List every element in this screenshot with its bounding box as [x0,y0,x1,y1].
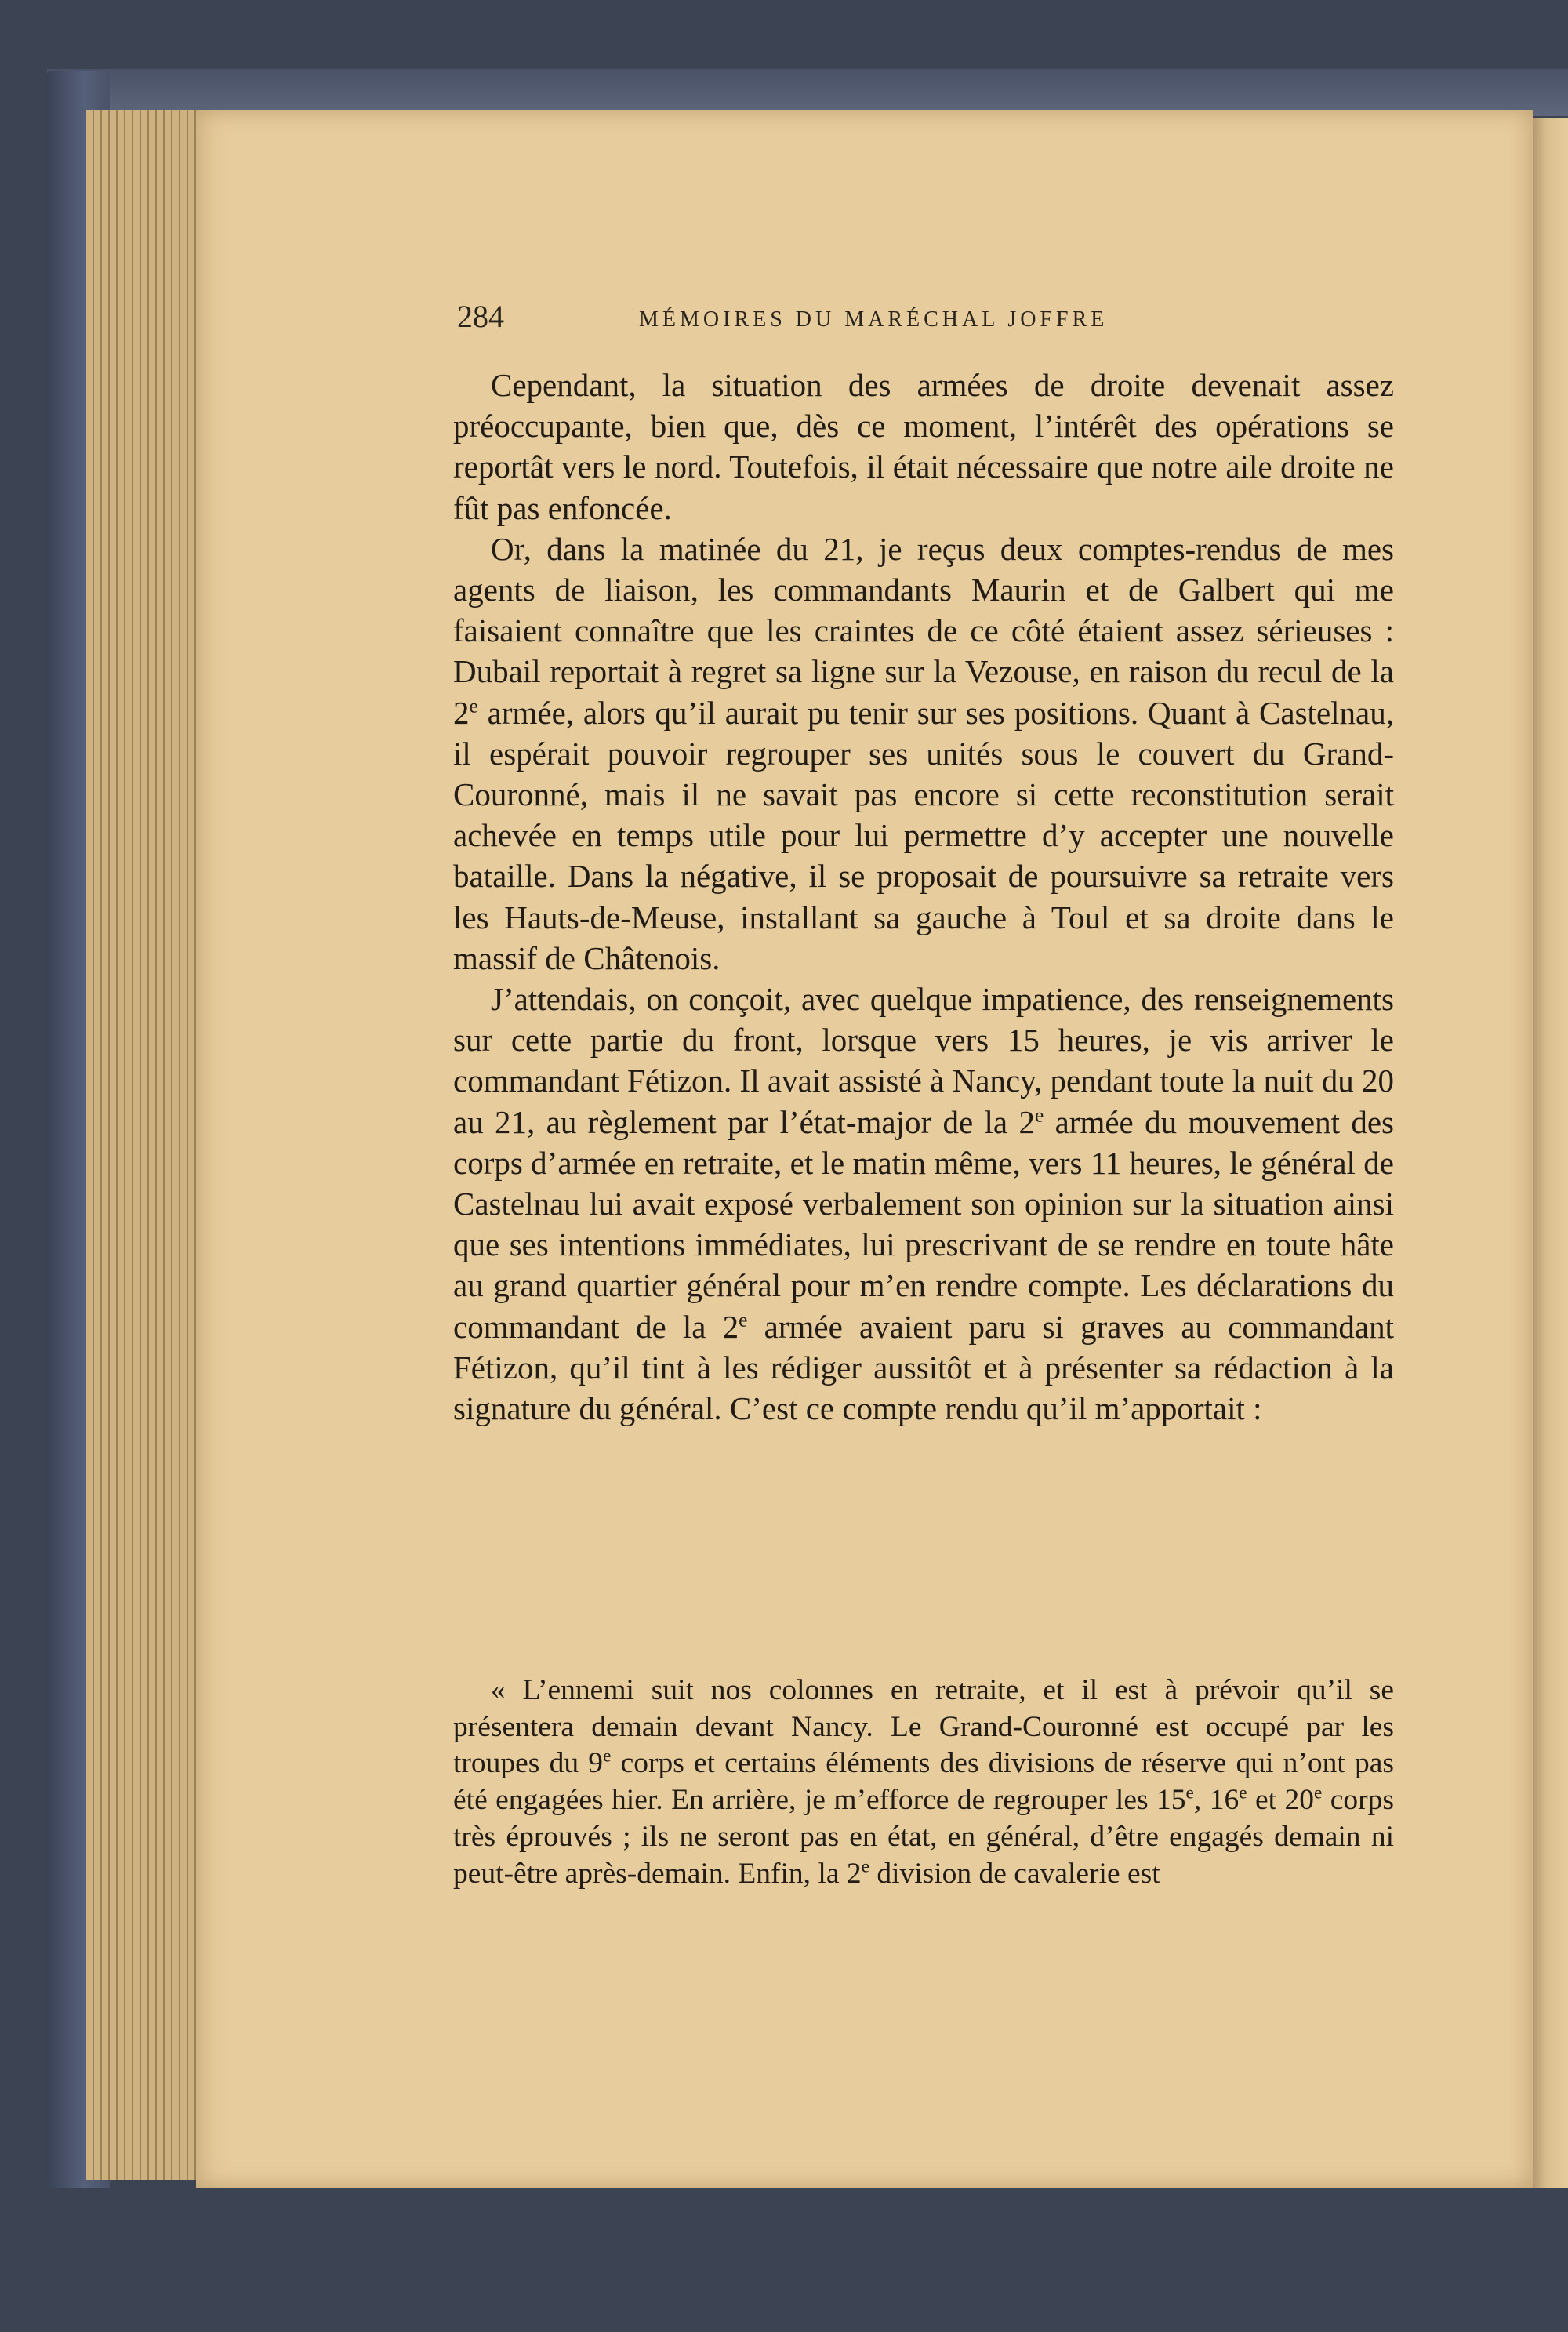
quote-text: corps très éprouvés ; ils ne seront pas en état, en général, d’être engagés demain ni peut-être après-demain. Enfin, la 2 [453,1784,1395,1890]
paragraph-text: armée avaient paru si graves au commandant Fétizon, qu’il tint à les rédiger aussitôt et à présenter sa rédaction à la signature du général. C’est ce compte rendu qu’il m’apportait : [453,1308,1394,1427]
superscript: e [1239,1782,1247,1803]
paragraph-text: Cependant, la situation des armées de droite devenait assez préoccupante, bien que, dès ce moment, l’intérêt des opérations se reportât vers le nord. Toutefois, il était nécessaire que notre aile droite ne fût pas enfoncée. [453,367,1394,526]
paragraph-2 [453,529,1394,979]
quote-text: division de cavalerie est [869,1857,1160,1890]
quoted-report [453,1673,1394,1892]
superscript: e [1185,1782,1194,1803]
superscript: e [861,1856,869,1877]
superscript: e [1314,1782,1323,1803]
paragraph-1 [453,365,1394,529]
paragraph-text: armée, alors qu’il aurait pu tenir sur ses positions. Quant à Castelnau, il espérait pouvoir regrouper ses unités sous le couvert du Grand-Couronné, mais il ne savait pas encore si cette reconstitution serait achevée en temps utile pour lui permettre d’y accepter une nouvelle bataille. Dans la négative, il se proposait de poursuivre sa retraite vers les Hauts-de-Meuse, installant sa gauche à Toul et sa droite dans le massif de Châtenois. [453,694,1394,976]
page-edges [86,110,204,2180]
paragraph-text: Or, dans la matinée du 21, je reçus deux comptes-rendus de mes agents de liaison, les commandants Maurin et de Galbert qui me faisaient connaître que les craintes de ce côté étaient assez sérieuses : Dubail reportait à regret sa ligne sur la Vezouse, en raison du recul de la 2 [453,530,1394,731]
superscript: e [469,694,478,717]
page-header [457,298,1398,345]
quote-text: « L’ennemi suit nos colonnes en retraite, et il est à prévoir qu’il se présentera demain devant Nancy. Le Grand-Couronné est occupé par les troupes du 9 [453,1674,1394,1780]
superscript: e [739,1309,748,1331]
paragraph-3 [453,979,1394,1429]
paragraph-text: armée du mouvement des corps d’armée en retraite, et le matin même, vers 11 heures, le général de Castelnau lui avait exposé verbalement son opinion sur la situation ainsi que ses intentions immédiates, lui prescrivant de se rendre en toute hâte au grand quartier général pour m’en rendre compte. Les déclarations du commandant de la 2 [453,1103,1394,1345]
superscript: e [1034,1104,1044,1126]
quote-paragraph [453,1673,1394,1892]
facing-page-gutter [1533,118,1568,2188]
quote-text: corps et certains éléments des divisions de réserve qui n’ont pas été engagées hier. En arrière, je m’efforce de regrouper les 15 [453,1747,1394,1817]
running-title: MÉMOIRES DU MARÉCHAL JOFFRE [639,307,1109,332]
paragraph-text: J’attendais, on conçoit, avec quelque impatience, des renseignements sur cette partie du front, lorsque vers 15 heures, je vis arriver le commandant Fétizon. Il avait assisté à Nancy, pendant toute la nuit du 20 au 21, au règlement par l’état-major de la 2 [453,981,1394,1140]
book-cover-top [47,69,1568,116]
quote-text: et 20 [1247,1784,1314,1817]
page-number: 284 [457,299,504,334]
quote-text: , 16 [1193,1784,1240,1817]
superscript: e [603,1745,612,1767]
body-text [453,365,1394,1429]
